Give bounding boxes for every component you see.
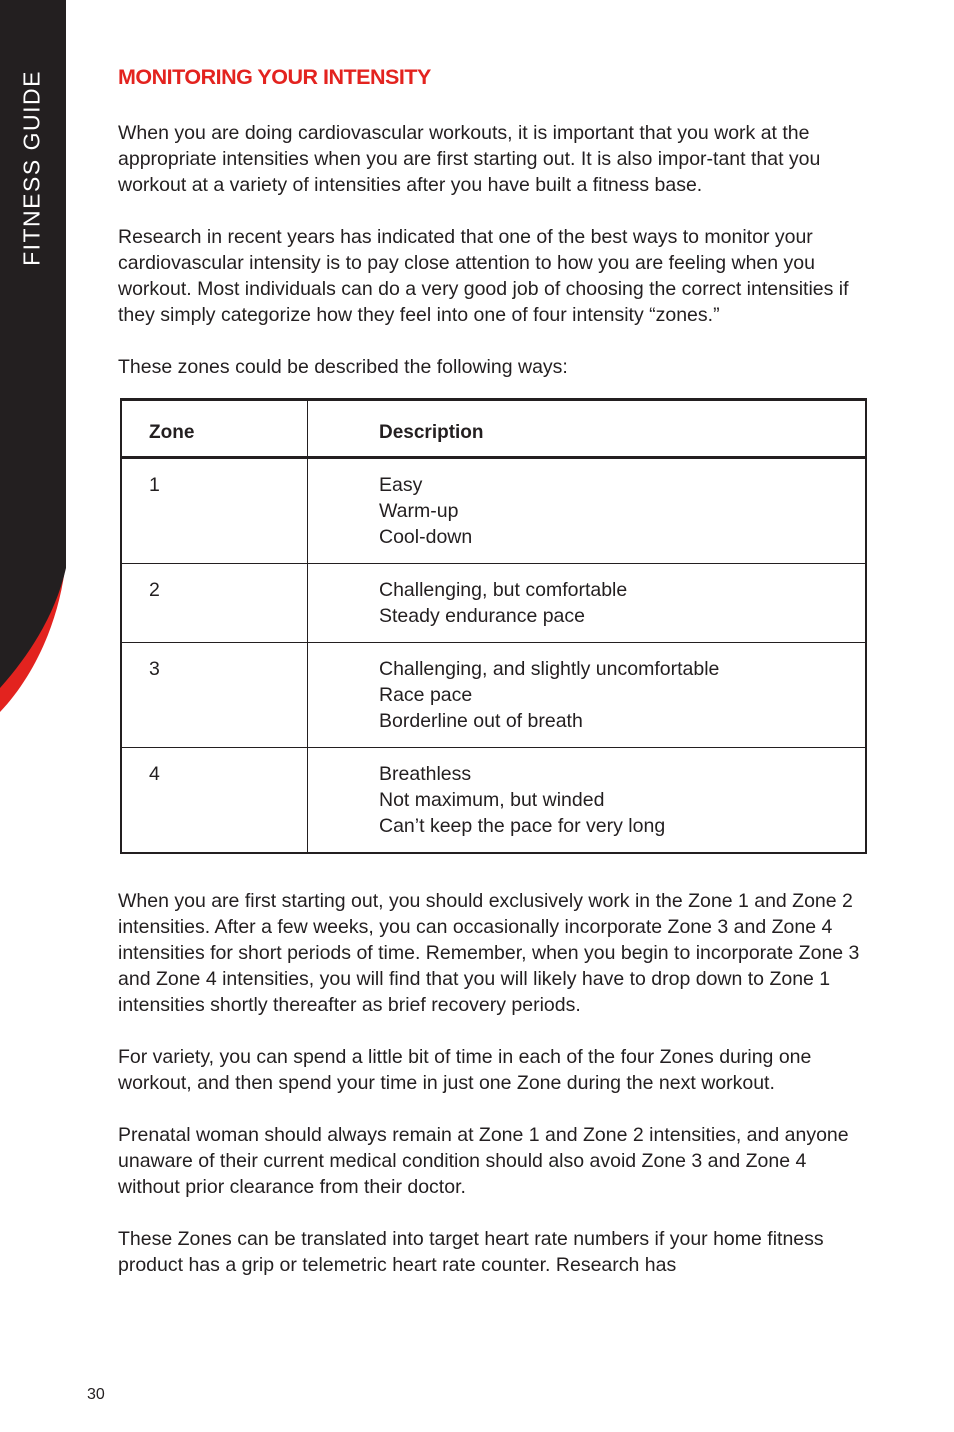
intro-paragraph: These zones could be described the following ways: bbox=[118, 356, 568, 378]
zone-description bbox=[308, 564, 867, 643]
zone-description bbox=[308, 458, 867, 564]
page-number: 30 bbox=[87, 1386, 105, 1403]
description-line: Challenging, and slightly uncomfortable bbox=[379, 658, 720, 680]
page-content bbox=[118, 62, 863, 1304]
table-header-row bbox=[121, 400, 866, 458]
description-line: Breathless bbox=[379, 763, 472, 785]
description-line: Easy bbox=[379, 474, 423, 496]
intensity-zones-table bbox=[120, 398, 867, 854]
zone-description bbox=[308, 748, 867, 854]
description-line: Cool-down bbox=[379, 526, 473, 548]
table-row bbox=[121, 564, 866, 643]
zone-number: 3 bbox=[121, 643, 308, 748]
body-paragraph: These Zones can be translated into target heart rate numbers if your home fitness product has a grip or telemetric heart rate counter. Research has bbox=[118, 1228, 824, 1276]
zone-number: 1 bbox=[121, 458, 308, 564]
table-row bbox=[121, 748, 866, 854]
description-line: Steady endurance pace bbox=[379, 605, 585, 627]
zone-description bbox=[308, 643, 867, 748]
section-heading: MONITORING YOUR INTENSITY bbox=[118, 65, 431, 89]
side-tab bbox=[0, 0, 66, 720]
description-line: Borderline out of breath bbox=[379, 710, 583, 732]
table-row bbox=[121, 458, 866, 564]
table-row bbox=[121, 643, 866, 748]
body-paragraph: When you are first starting out, you should exclusively work in the Zone 1 and Zone 2 intensities. After a few weeks, you can occasionally incorporate Zone 3 and Zone 4 intensities for short periods of time. Remember, when you begin to incorporate Zone 3 and Zone 4 intensities, you will find that you will likely have to drop down to Zone 1 intensities shortly thereafter as brief recovery periods. bbox=[118, 890, 860, 1016]
zone-number: 4 bbox=[121, 748, 308, 854]
description-line: Warm-up bbox=[379, 500, 459, 522]
intro-paragraph: Research in recent years has indicated that one of the best ways to monitor your cardiovascular intensity is to pay close attention to how you are feeling when you workout. Most individuals can do a very good job of choosing the correct intensities if they simply categorize how they feel into one of four intensity “zones.” bbox=[118, 226, 849, 326]
description-line: Not maximum, but winded bbox=[379, 789, 605, 811]
zone-column-header: Zone bbox=[121, 400, 308, 458]
description-line: Can’t keep the pace for very long bbox=[379, 815, 666, 837]
description-line: Challenging, but comfortable bbox=[379, 579, 628, 601]
description-line: Race pace bbox=[379, 684, 473, 706]
description-column-header: Description bbox=[308, 400, 867, 458]
intro-paragraph: When you are doing cardiovascular workouts, it is important that you work at the appropriate intensities when you are first starting out. It is also impor-tant that you workout at a variety of intensities after you have built a fitness base. bbox=[118, 122, 821, 196]
section-label: FITNESS GUIDE bbox=[18, 70, 45, 266]
body-paragraph: Prenatal woman should always remain at Zone 1 and Zone 2 intensities, and anyone unaware of their current medical condition should also avoid Zone 3 and Zone 4 without prior clearance from their doctor. bbox=[118, 1124, 849, 1198]
zone-number: 2 bbox=[121, 564, 308, 643]
body-paragraph: For variety, you can spend a little bit of time in each of the four Zones during one workout, and then spend your time in just one Zone during the next workout. bbox=[118, 1046, 812, 1094]
